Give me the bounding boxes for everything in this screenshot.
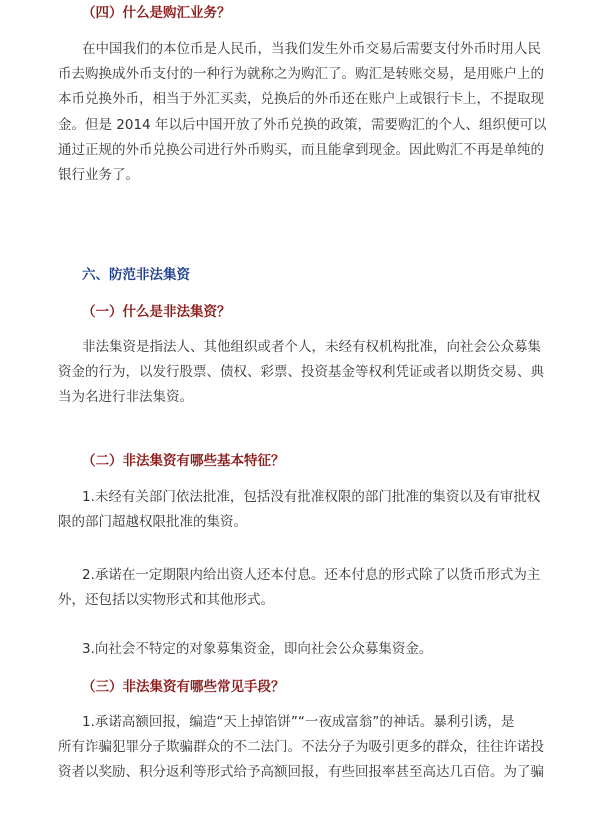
paragraph-feature-3 [58,637,550,662]
heading-what-is-illegal-fundraising: （一）什么是非法集资？ [82,304,231,320]
text-line: 本币兑换外币，相当于外汇买卖，兑换后的外币还在账户上或银行卡上，不提取现 [58,91,544,108]
heading-basic-features: （二）非法集资有哪些基本特征？ [82,453,285,469]
text-line: 在中国我们的本位币是人民币，当我们发生外币交易后需要支付外币时用人民 [82,41,541,57]
text-line: 1.未经有关部门依法批准，包括没有批准权限的部门批准的集资以及有审批权 [82,489,541,505]
paragraph-method-1 [58,710,550,786]
text-line: 当为名进行非法集资。 [58,389,193,406]
text-line: 通过正规的外币兑换公司进行外币购买，而且能拿到现金。因此购汇不再是单纯的 [58,141,544,158]
text-line: 非法集资是指法人、其他组织或者个人，未经有权机构批准，向社会公众募集 [82,339,541,355]
heading-common-methods: （三）非法集资有哪些常见手段？ [82,679,285,695]
text-line: 资金的行为，以发行股票、债权、彩票、投资基金等权利凭证或者以期货交易、典 [58,364,544,381]
text-line: 2.承诺在一定期限内给出资人还本付息。还本付息的形式除了以货币形式为主 [82,567,541,583]
paragraph-feature-1 [58,485,550,535]
text-line: 3.向社会不特定的对象募集资金，即向社会公众募集资金。 [82,641,433,657]
paragraph-purchase-forex [58,37,550,188]
heading-purchase-forex: （四）什么是购汇业务？ [82,5,231,21]
text-line: 银行业务了。 [58,167,139,184]
text-line: 所有诈骗犯罪分子欺骗群众的不二法门。不法分子为吸引更多的群众，往往许诺投 [58,739,544,756]
text-line: 币去购换成外币支付的一种行为就称之为购汇了。购汇是转账交易，是用账户上的 [58,66,544,83]
paragraph-feature-2 [58,563,550,613]
text-line: 金。但是 2014 年以后中国开放了外币兑换的政策，需要购汇的个人、组织便可以 [58,116,547,133]
section-title-illegal-fundraising: 六、防范非法集资 [82,267,190,283]
text-line: 外，还包括以实物形式和其他形式。 [58,592,274,609]
paragraph-definition [58,335,550,411]
text-line: 资者以奖励、积分返利等形式给予高额回报，有些回报率甚至高达几百倍。为了骗 [58,764,544,781]
text-line: 1.承诺高额回报，编造“天上掉馅饼”“一夜成富翁”的神话。暴利引诱，是 [82,714,515,730]
text-line: 限的部门超越权限批准的集资。 [58,514,247,531]
